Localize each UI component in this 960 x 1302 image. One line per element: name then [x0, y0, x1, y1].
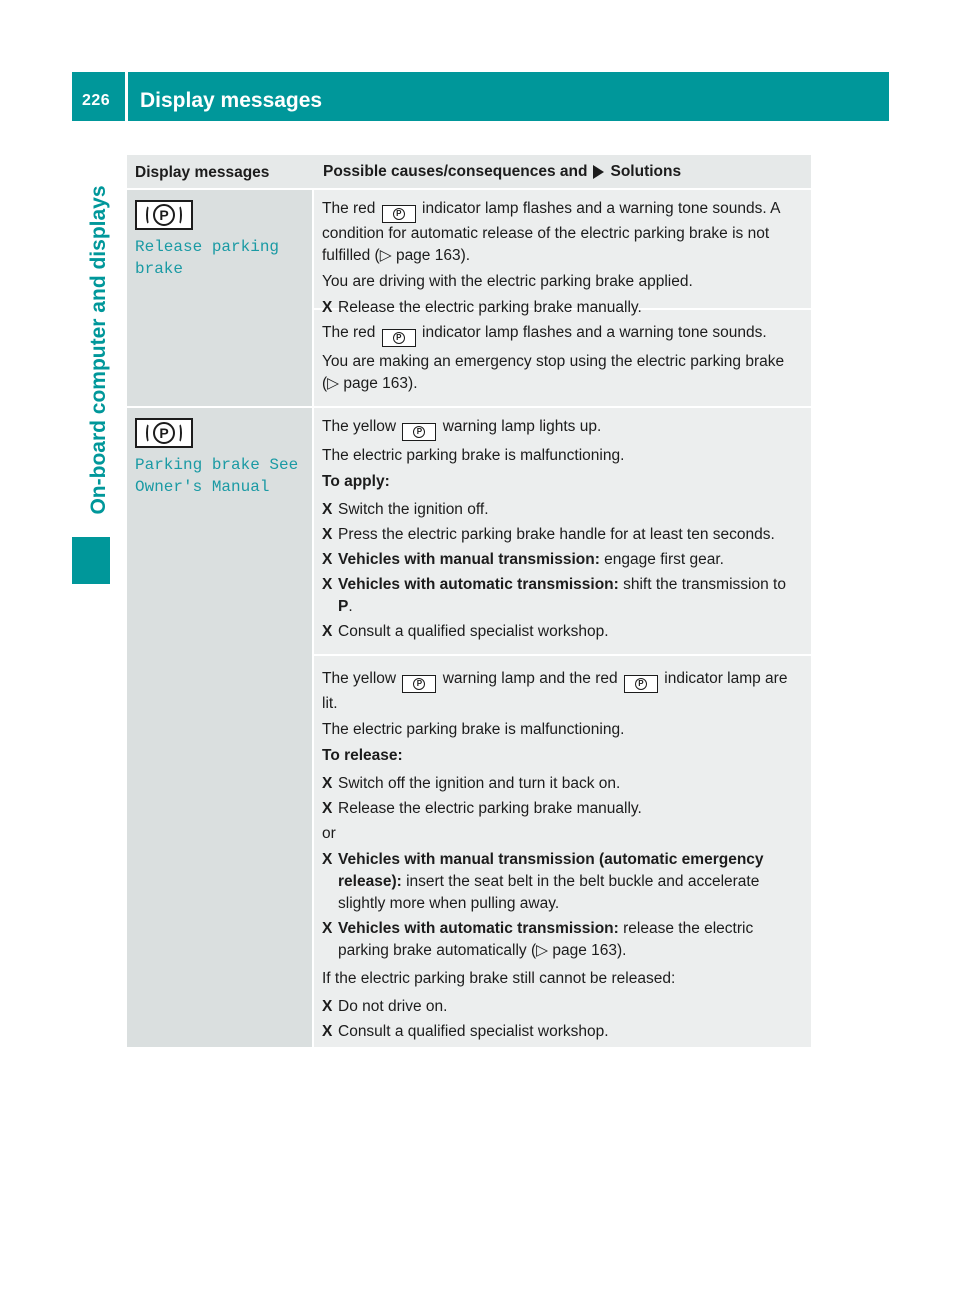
display-message: Parking brake See Owner's Manual [135, 456, 299, 496]
list-item: X Consult a qualified specialist workshop. [322, 622, 609, 640]
parking-brake-icon: P [135, 418, 193, 448]
cause-block: The yellow P warning lamp lights up. The electric parking brake is malfunctioning. To apply: X Switch the ignition off. X Press the electric parking brake handle for at least ten seconds. X Vehicles with manual transmission: engage first gear. X Vehicles with automatic transmission: shift the transmission to P. X Consult a qualified specialist workshop. [314, 408, 811, 654]
page-title: Display messages [140, 89, 323, 112]
list-item: X Release the electric parking brake manually. [322, 298, 642, 316]
list-item: X Switch off the ignition and turn it back on. [322, 774, 621, 792]
message-cell [127, 190, 314, 406]
page-number: 226 [82, 92, 111, 109]
page-header [72, 72, 889, 121]
list-item: X Vehicles with automatic transmission: release the electric parking brake automatically (▷ page 163). [322, 919, 754, 959]
list-item: X Release the electric parking brake manually. [322, 799, 642, 817]
list-item: X Press the electric parking brake handle for at least ten seconds. [322, 525, 775, 543]
list-item: X Consult a qualified specialist workshop. [322, 1022, 609, 1040]
list-item: X Vehicles with manual transmission (automatic emergency release): insert the seat belt in the belt buckle and accelerate slightly more when pulling away. [322, 850, 764, 912]
instruction-heading: To release: [322, 746, 403, 764]
parking-brake-icon: P [624, 675, 658, 693]
parking-brake-icon: P [382, 329, 416, 347]
table-row [127, 408, 811, 1049]
parking-brake-icon: P [402, 423, 436, 441]
instruction-heading: To apply: [322, 472, 390, 490]
side-tab [82, 170, 116, 530]
header-divider [125, 72, 128, 121]
cause-block: The red P indicator lamp flashes and a warning tone sounds. A condition for automatic release of the electric parking brake is not fulfilled (▷ page 163). You are driving with the electric parking brake applied. X Release the electric parking brake manually. [314, 190, 811, 308]
parking-brake-icon: P [402, 675, 436, 693]
display-message: Release parking brake [135, 238, 280, 278]
list-item: X Do not drive on. [322, 997, 448, 1015]
side-tab-label: On-board computer and displays [87, 185, 110, 515]
table-row [127, 190, 811, 408]
message-cell [127, 408, 314, 1047]
list-item: X Switch the ignition off. [322, 500, 489, 518]
parking-brake-icon: P [135, 200, 193, 230]
column-header-messages: Display messages [135, 164, 270, 181]
display-messages-table [127, 155, 811, 1049]
cause-block: The red P indicator lamp flashes and a warning tone sounds. You are making an emergency stop using the electric parking brake (▷ page 163). [314, 308, 811, 409]
side-tab-block [72, 537, 110, 584]
column-header-causes: Possible causes/consequences and Solutions [323, 162, 682, 180]
cause-block: The yellow P warning lamp and the red P indicator lamp are lit. The electric parking brake is malfunctioning. To release: X Switch off the ignition and turn it back on. X Release the electric parking brake manually. or X Vehicles with manual transmission (automatic emergency release): insert the seat belt in the belt buckle and accelerate slightly more when pulling away. X Vehicles with automatic transmission: release the electric parking brake automatically (▷ page 163). If the electric parking brake still cannot be released: X Do not drive on. X Consult a qualified specialist workshop. [314, 654, 811, 1056]
table-header [127, 155, 811, 190]
or-text: or [322, 824, 336, 842]
solutions-cell [314, 190, 811, 406]
solutions-cell [314, 408, 811, 1047]
triangle-icon [593, 165, 604, 179]
parking-brake-icon: P [382, 205, 416, 223]
list-item: X Vehicles with automatic transmission: shift the transmission to P. [322, 575, 786, 615]
list-item: X Vehicles with manual transmission: engage first gear. [322, 550, 724, 568]
